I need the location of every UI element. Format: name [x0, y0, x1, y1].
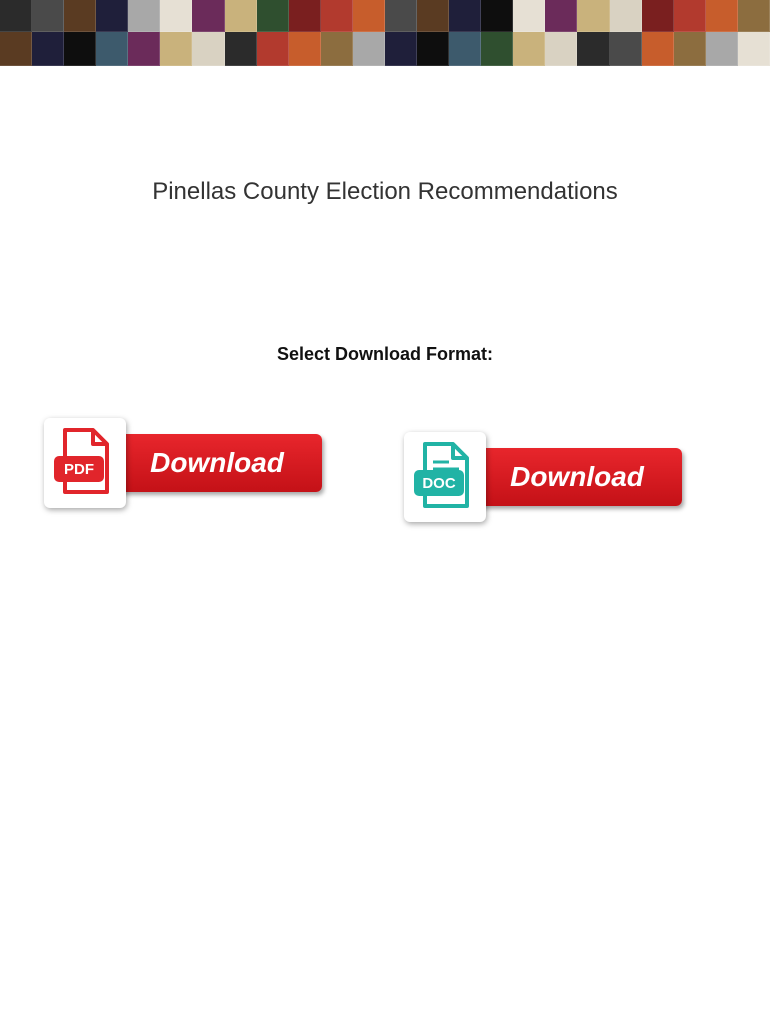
album-cover-tile [96, 0, 128, 32]
header-banner [0, 0, 770, 66]
album-cover-tile [738, 0, 770, 32]
doc-file-icon[interactable] [404, 432, 486, 522]
album-cover-tile [545, 0, 577, 32]
album-cover-tile [289, 0, 321, 32]
pdf-download-button[interactable]: Download [112, 434, 322, 492]
album-cover-tile [481, 0, 513, 32]
album-cover-collage [0, 0, 770, 66]
album-cover-tile [449, 0, 481, 32]
album-cover-tile [225, 0, 257, 32]
pdf-download-group[interactable] [44, 418, 334, 513]
album-cover-tile [577, 32, 609, 66]
doc-badge: DOC [414, 470, 464, 496]
album-cover-tile [0, 0, 32, 32]
album-cover-tile [192, 0, 224, 32]
album-cover-tile [128, 32, 160, 66]
doc-download-group[interactable] [404, 432, 694, 527]
album-cover-tile [513, 32, 545, 66]
album-cover-tile [257, 0, 289, 32]
album-cover-tile [64, 0, 96, 32]
album-cover-tile [96, 32, 128, 66]
album-cover-tile [738, 32, 770, 66]
album-cover-tile [225, 32, 257, 66]
album-cover-tile [128, 0, 160, 32]
album-cover-tile [513, 0, 545, 32]
album-cover-tile [32, 32, 64, 66]
album-cover-tile [192, 32, 224, 66]
album-cover-tile [642, 0, 674, 32]
album-cover-tile [417, 32, 449, 66]
album-cover-tile [0, 32, 32, 66]
album-cover-tile [321, 0, 353, 32]
album-cover-tile [353, 32, 385, 66]
doc-download-button[interactable]: Download [472, 448, 682, 506]
album-cover-tile [610, 0, 642, 32]
album-cover-tile [160, 32, 192, 66]
album-cover-tile [64, 32, 96, 66]
album-cover-tile [674, 0, 706, 32]
album-cover-tile [385, 0, 417, 32]
select-format-label: Select Download Format: [276, 344, 494, 364]
album-cover-tile [353, 0, 385, 32]
album-cover-tile [417, 0, 449, 32]
album-cover-tile [706, 0, 738, 32]
album-cover-tile [289, 32, 321, 66]
pdf-file-icon[interactable] [44, 418, 126, 508]
album-cover-tile [481, 32, 513, 66]
album-cover-tile [160, 0, 192, 32]
album-cover-tile [706, 32, 738, 66]
album-cover-tile [321, 32, 353, 66]
album-cover-tile [32, 0, 64, 32]
album-cover-tile [610, 32, 642, 66]
pdf-badge: PDF [54, 456, 104, 482]
album-cover-tile [674, 32, 706, 66]
album-cover-tile [257, 32, 289, 66]
album-cover-tile [385, 32, 417, 66]
page-title: Pinellas County Election Recommendations [152, 178, 618, 205]
album-cover-tile [642, 32, 674, 66]
album-cover-tile [577, 0, 609, 32]
album-cover-tile [449, 32, 481, 66]
album-cover-tile [545, 32, 577, 66]
